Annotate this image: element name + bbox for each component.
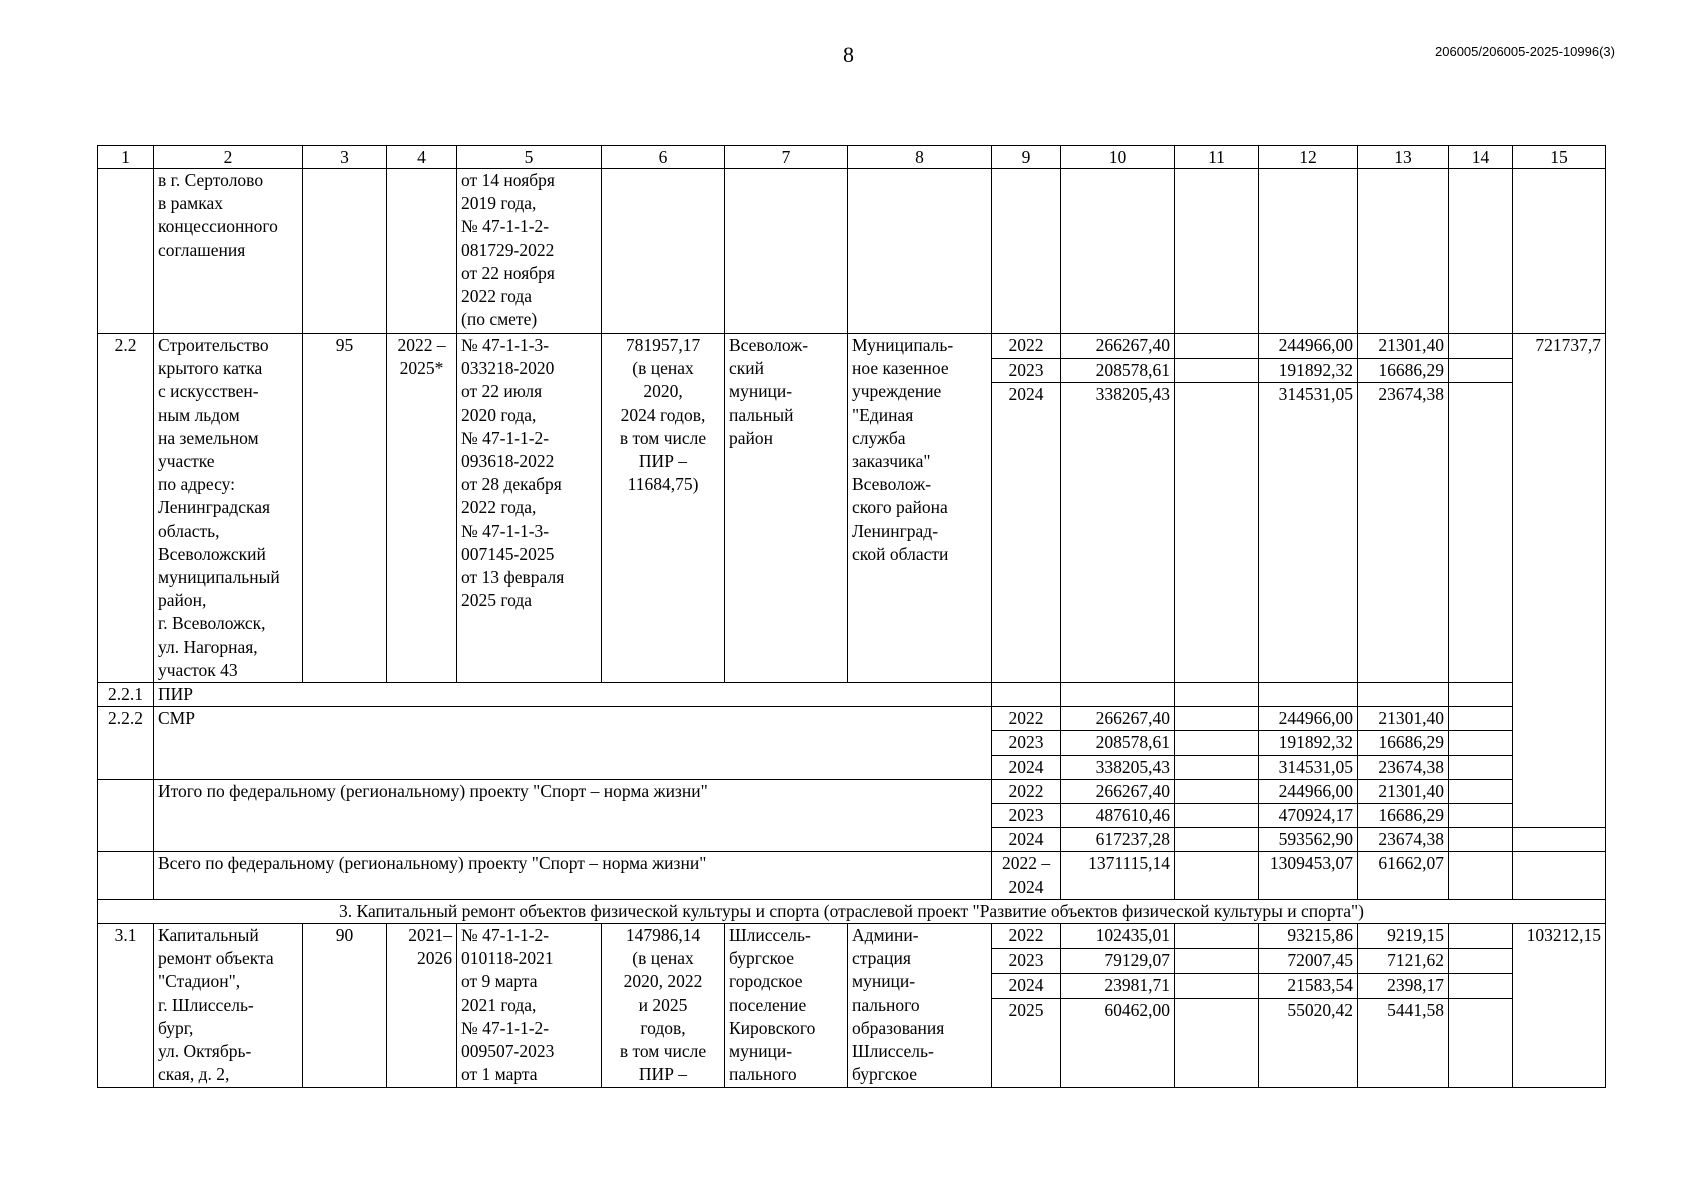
page-number: 8 xyxy=(843,42,854,67)
federal-amount: 55020,42 xyxy=(1259,999,1358,1087)
customer: Муниципаль- ное казенное учреждение "Единая служба заказчика" Всеволож- ского района Ленинград- ской области xyxy=(848,334,992,683)
regional-amount: 23674,38 xyxy=(1358,755,1449,779)
regional-amount: 23674,38 xyxy=(1358,828,1449,852)
year: 2023 xyxy=(992,804,1061,828)
total-amount: 102435,01 xyxy=(1061,924,1175,949)
year: 2023 xyxy=(992,358,1061,383)
period: 2022 – 2025* xyxy=(387,334,457,683)
column-15-value: 721737,7 xyxy=(1513,334,1606,828)
row-number: 2.2 xyxy=(98,334,154,683)
expertise-docs: от 14 ноября 2019 года, № 47-1-1-2- 081729-2022 от 22 ноября 2022 года (по смете) xyxy=(457,169,602,334)
federal-amount: 1309453,07 xyxy=(1259,852,1358,899)
column-number: 9 xyxy=(992,146,1061,169)
column-number: 5 xyxy=(457,146,602,169)
total-amount: 338205,43 xyxy=(1061,755,1175,779)
regional-amount: 16686,29 xyxy=(1358,358,1449,383)
row-number: 3.1 xyxy=(98,924,154,1087)
column-number: 3 xyxy=(303,146,387,169)
column-number: 4 xyxy=(387,146,457,169)
column-number: 12 xyxy=(1259,146,1358,169)
regional-amount: 2398,17 xyxy=(1358,974,1449,999)
total-amount: 79129,07 xyxy=(1061,949,1175,974)
column-15-value: 103212,15 xyxy=(1513,924,1606,1087)
federal-amount: 593562,90 xyxy=(1259,828,1358,852)
regional-amount: 9219,15 xyxy=(1358,924,1449,949)
federal-amount: 93215,86 xyxy=(1259,924,1358,949)
year: 2022 xyxy=(992,924,1061,949)
column-number: 2 xyxy=(154,146,303,169)
estimated-cost: 147986,14 (в ценах 2020, 2022 и 2025 годов, в том числе ПИР – xyxy=(602,924,725,1087)
federal-amount: 72007,45 xyxy=(1259,949,1358,974)
investment-table xyxy=(97,145,1606,1088)
table-row xyxy=(98,924,1606,949)
year: 2022 xyxy=(992,707,1061,731)
column-number: 13 xyxy=(1358,146,1449,169)
table-row xyxy=(98,852,1606,899)
federal-amount: 21583,54 xyxy=(1259,974,1358,999)
table-row xyxy=(98,779,1606,803)
federal-amount: 244966,00 xyxy=(1259,334,1358,359)
federal-amount: 244966,00 xyxy=(1259,707,1358,731)
regional-amount: 61662,07 xyxy=(1358,852,1449,899)
period: 2021– 2026 xyxy=(387,924,457,1087)
federal-amount: 470924,17 xyxy=(1259,804,1358,828)
total-label: Всего по федеральному (региональному) проекту "Спорт – норма жизни" xyxy=(154,852,992,899)
total-amount: 23981,71 xyxy=(1061,974,1175,999)
year: 2024 xyxy=(992,974,1061,999)
regional-amount: 5441,58 xyxy=(1358,999,1449,1087)
object-name: Капитальный ремонт объекта "Стадион", г. Шлиссель- бург, ул. Октябрь- ская, д. 2, xyxy=(154,924,303,1087)
regional-amount: 7121,62 xyxy=(1358,949,1449,974)
total-amount: 60462,00 xyxy=(1061,999,1175,1087)
regional-amount: 21301,40 xyxy=(1358,334,1449,359)
total-amount: 266267,40 xyxy=(1061,334,1175,359)
year: 2024 xyxy=(992,828,1061,852)
total-amount: 266267,40 xyxy=(1061,707,1175,731)
section-title: 3. Капитальный ремонт объектов физической культуры и спорта (отраслевой проект "Развитие объектов физической культуры и спорта") xyxy=(98,899,1606,923)
regional-amount: 21301,40 xyxy=(1358,779,1449,803)
column-number: 15 xyxy=(1513,146,1606,169)
capacity: 95 xyxy=(303,334,387,683)
estimated-cost: 781957,17 (в ценах 2020, 2024 годов, в том числе ПИР – 11684,75) xyxy=(602,334,725,683)
row-label: ПИР xyxy=(154,683,992,707)
year: 2023 xyxy=(992,949,1061,974)
expertise-docs: № 47-1-1-2- 010118-2021 от 9 марта 2021 года, № 47-1-1-2- 009507-2023 от 1 марта xyxy=(457,924,602,1087)
column-number: 14 xyxy=(1449,146,1513,169)
year: 2022 xyxy=(992,779,1061,803)
subtotal-label: Итого по федеральному (региональному) проекту "Спорт – норма жизни" xyxy=(154,779,992,852)
total-amount: 1371115,14 xyxy=(1061,852,1175,899)
column-number: 1 xyxy=(98,146,154,169)
table-row xyxy=(98,707,1606,731)
capacity: 90 xyxy=(303,924,387,1087)
year-range: 2022 – 2024 xyxy=(992,852,1061,899)
column-number: 10 xyxy=(1061,146,1175,169)
row-label: СМР xyxy=(154,707,992,780)
regional-amount: 23674,38 xyxy=(1358,383,1449,683)
total-amount: 617237,28 xyxy=(1061,828,1175,852)
municipality: Шлиссель- бургское городское поселение Кировского муници- пального xyxy=(725,924,848,1087)
table-row xyxy=(98,334,1606,359)
federal-amount: 314531,05 xyxy=(1259,383,1358,683)
regional-amount: 16686,29 xyxy=(1358,731,1449,755)
row-number: 2.2.2 xyxy=(98,707,154,780)
year: 2024 xyxy=(992,755,1061,779)
table-row xyxy=(98,169,1606,334)
municipality: Всеволож- ский муници- пальный район xyxy=(725,334,848,683)
federal-amount: 191892,32 xyxy=(1259,731,1358,755)
regional-amount: 16686,29 xyxy=(1358,804,1449,828)
table-row xyxy=(98,683,1606,707)
object-name: в г. Сертолово в рамках концессионного соглашения xyxy=(154,169,303,334)
section-header-row xyxy=(98,899,1606,923)
federal-amount: 191892,32 xyxy=(1259,358,1358,383)
column-number: 8 xyxy=(848,146,992,169)
column-number-row xyxy=(98,146,1606,169)
row-number: 2.2.1 xyxy=(98,683,154,707)
column-number: 11 xyxy=(1175,146,1259,169)
total-amount: 487610,46 xyxy=(1061,804,1175,828)
federal-amount: 314531,05 xyxy=(1259,755,1358,779)
federal-amount: 244966,00 xyxy=(1259,779,1358,803)
year: 2024 xyxy=(992,383,1061,683)
column-number: 6 xyxy=(602,146,725,169)
total-amount: 208578,61 xyxy=(1061,731,1175,755)
customer: Админи- страция муници- пального образования Шлиссель- бургское xyxy=(848,924,992,1087)
year: 2022 xyxy=(992,334,1061,359)
total-amount: 266267,40 xyxy=(1061,779,1175,803)
document-id: 206005/206005-2025-10996(3) xyxy=(1435,44,1615,59)
expertise-docs: № 47-1-1-3- 033218-2020 от 22 июля 2020 года, № 47-1-1-2- 093618-2022 от 28 декабря 2022 года, № 47-1-1-3- 007145-2025 от 13 февраля 2025 года xyxy=(457,334,602,683)
year: 2023 xyxy=(992,731,1061,755)
column-number: 7 xyxy=(725,146,848,169)
object-name: Строительство крытого катка с искусствен- ным льдом на земельном участке по адресу: Ленинградская область, Всеволожский муниципальный район, г. Всеволожск, ул. Нагорная, участок 43 xyxy=(154,334,303,683)
total-amount: 338205,43 xyxy=(1061,383,1175,683)
regional-amount: 21301,40 xyxy=(1358,707,1449,731)
total-amount: 208578,61 xyxy=(1061,358,1175,383)
year: 2025 xyxy=(992,999,1061,1087)
